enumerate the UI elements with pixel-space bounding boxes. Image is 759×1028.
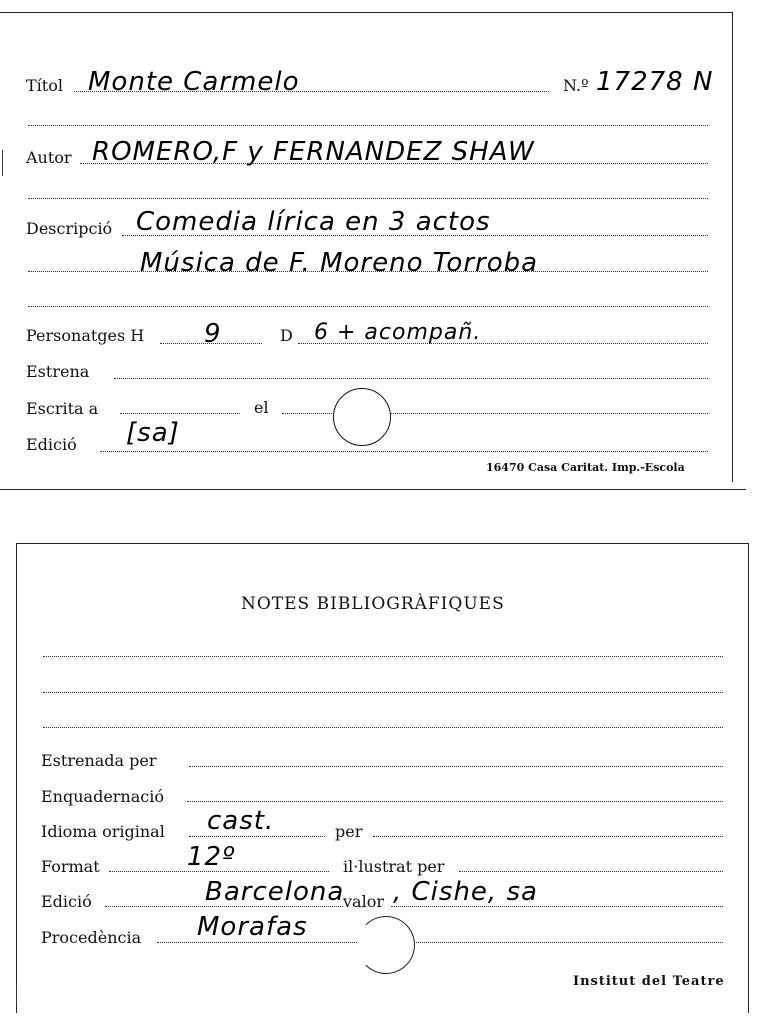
rule-line xyxy=(28,271,708,272)
procedencia-label: Procedència xyxy=(41,928,142,947)
edge-mark xyxy=(2,150,3,176)
edicio-value: [sa] xyxy=(126,418,180,448)
edge-mark xyxy=(16,985,17,1005)
punch-hole xyxy=(357,916,415,974)
titol-label: Títol xyxy=(26,76,63,95)
titol-value: Monte Carmelo xyxy=(88,67,300,97)
personatges-d-value: 6 + acompañ. xyxy=(314,320,482,345)
titol-line xyxy=(74,91,549,92)
idioma-per-label: per xyxy=(335,822,363,841)
rule-line xyxy=(43,727,723,728)
estrenada-label: Estrenada per xyxy=(41,751,157,770)
escrita-label: Escrita a xyxy=(26,399,99,418)
autor-value: ROMERO,F y FERNANDEZ SHAW xyxy=(92,137,535,167)
autor-line xyxy=(80,163,708,164)
autor-label: Autor xyxy=(26,148,72,167)
descripcio-line xyxy=(122,235,708,236)
idioma-line xyxy=(189,836,325,837)
descripcio-line2: Música de F. Moreno Torroba xyxy=(140,248,539,278)
card-edge xyxy=(0,489,746,490)
notes-heading: NOTES BIBLIOGRÀFIQUES xyxy=(241,594,505,614)
valor-label: valor xyxy=(343,892,384,911)
idioma-value: cast. xyxy=(207,806,275,836)
estrenada-line xyxy=(189,766,723,767)
edicio-value-2: Barcelona xyxy=(205,877,345,907)
edicio-label: Edició xyxy=(26,435,77,454)
rule-line xyxy=(28,306,708,307)
personatges-d-label: D xyxy=(280,326,293,345)
escrita-el-label: el xyxy=(254,398,269,417)
printer-imprint: 16470 Casa Caritat. Imp.-Escola xyxy=(486,461,685,474)
edicio-line xyxy=(100,451,708,452)
estrena-label: Estrena xyxy=(26,362,90,381)
punch-hole xyxy=(333,388,391,446)
edicio-label-2: Edició xyxy=(41,892,92,911)
idioma-per-line xyxy=(373,836,723,837)
numero-label: N.º xyxy=(563,76,589,95)
personatges-h-value: 9 xyxy=(204,319,222,349)
enquadernacio-line xyxy=(187,801,723,802)
estrena-line xyxy=(114,378,708,379)
institution-footer: Institut del Teatre xyxy=(573,974,725,989)
illustrat-label: il·lustrat per xyxy=(343,857,445,876)
enquadernacio-label: Enquadernació xyxy=(41,787,164,806)
rule-line xyxy=(43,656,723,657)
valor-value: , Cishe, sa xyxy=(393,877,538,907)
idioma-label: Idioma original xyxy=(41,822,165,841)
personatges-label: Personatges H xyxy=(26,326,145,345)
catalog-card-front xyxy=(0,12,733,482)
escrita-line xyxy=(120,413,240,414)
illustrat-line xyxy=(459,871,723,872)
format-label: Format xyxy=(41,857,100,876)
numero-value: 17278 N xyxy=(596,67,714,97)
format-value: 12º xyxy=(187,842,236,872)
procedencia-line xyxy=(157,942,723,943)
descripcio-line1: Comedia lírica en 3 actos xyxy=(136,207,491,237)
rule-line xyxy=(43,692,723,693)
catalog-card-back xyxy=(16,543,749,1013)
procedencia-value: Morafas xyxy=(197,912,308,942)
rule-line xyxy=(28,125,708,126)
rule-line xyxy=(28,198,708,199)
descripcio-label: Descripció xyxy=(26,219,113,238)
